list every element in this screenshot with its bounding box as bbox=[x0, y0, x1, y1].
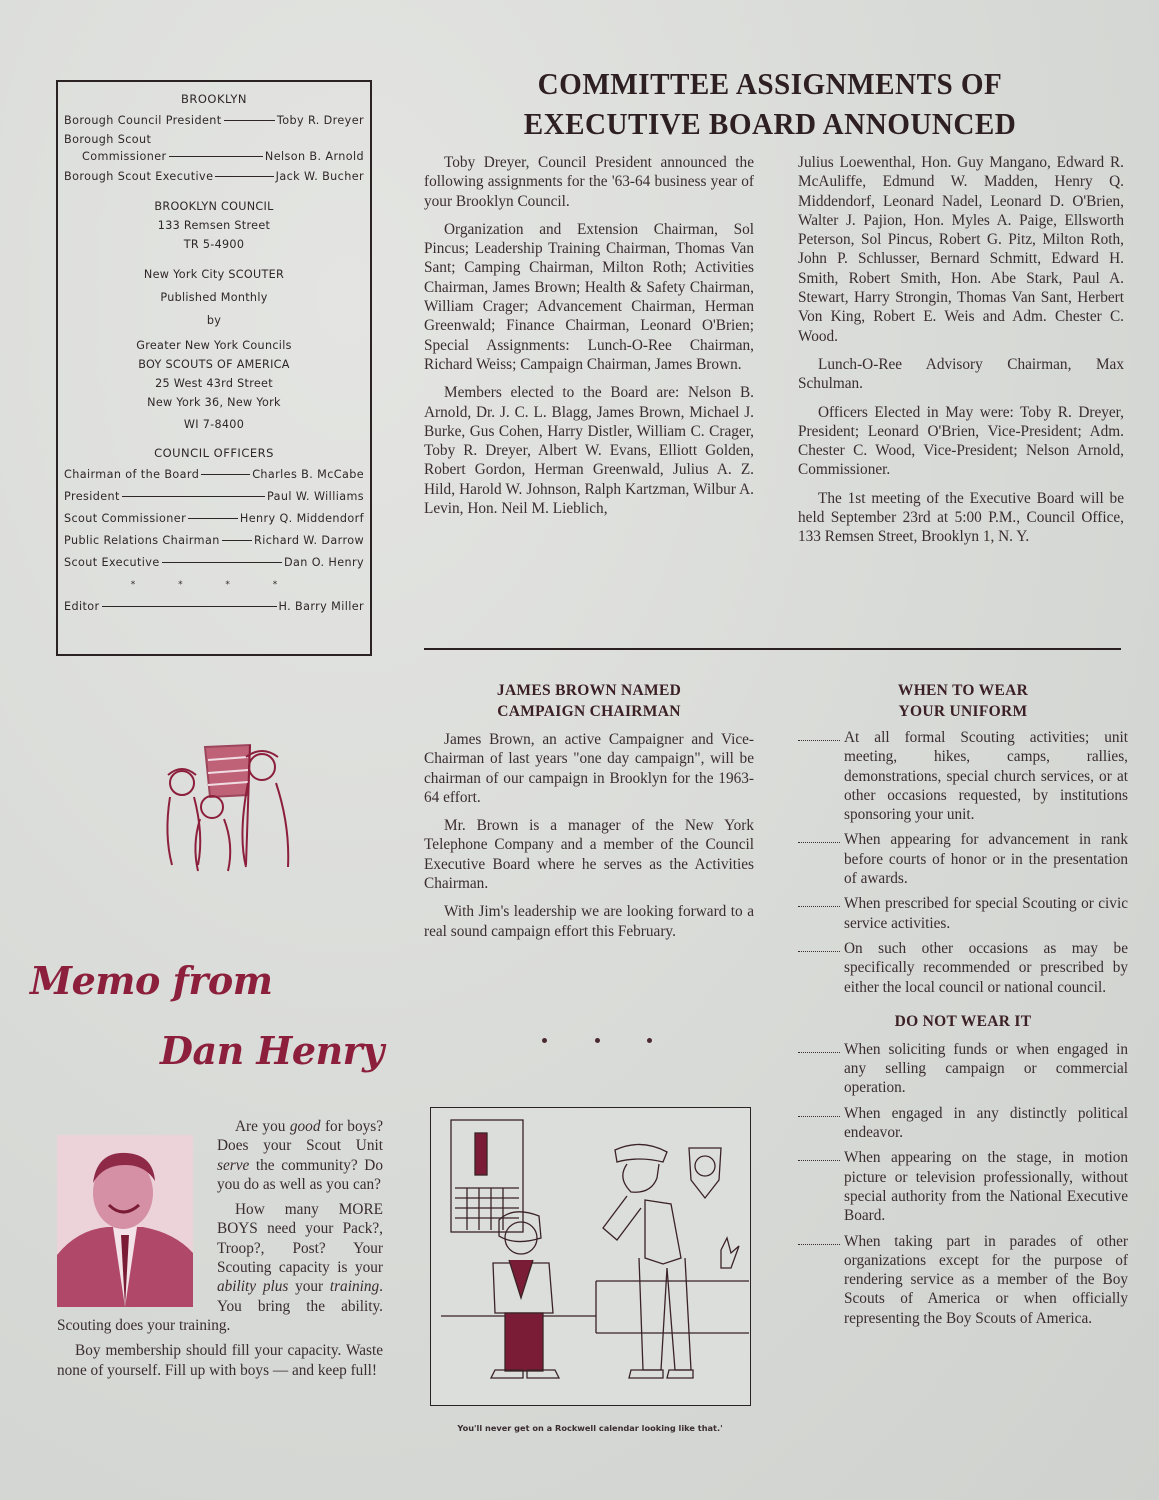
council-officer-row: President Paul W. Williams bbox=[64, 490, 364, 503]
memo-body: Are you good for boys? Does your Scout Unit serve the community? Do you do as well as you can? How many MORE BOYS need your Pack?, Troop?, Post? Your Scouting capacity is your ability plus your training. You bring the ability. Scouting does your training. Boy membership should fill your capacity. Waste none of yourself. Fill up with boys — and keep full! bbox=[57, 1118, 383, 1379]
memo-title-line2: Dan Henry bbox=[160, 1028, 384, 1073]
wear-item: On such other occasions as may be specifically recommended or prescribed by either the local council or national council. bbox=[798, 939, 1128, 997]
leader-line bbox=[102, 606, 277, 607]
memo-title-line1: Memo from bbox=[30, 958, 273, 1003]
council-officer-row: Public Relations Chairman Richard W. Darrow bbox=[64, 534, 364, 547]
leader-line bbox=[169, 156, 263, 157]
dot-icon bbox=[542, 1038, 547, 1043]
leader-line bbox=[162, 562, 282, 563]
council-address-block: BROOKLYN COUNCIL 133 Remsen Street TR 5-4900 bbox=[154, 200, 274, 251]
leader-line bbox=[201, 474, 250, 475]
wear-item: When prescribed for special Scouting or civic service activities. bbox=[798, 894, 1128, 933]
leader-line bbox=[215, 176, 273, 177]
council-officer-row: Scout Executive Dan O. Henry bbox=[64, 556, 364, 569]
cartoon-illustration bbox=[430, 1107, 751, 1406]
dont-item: When soliciting funds or when engaged in any selling campaign or commercial operation. bbox=[798, 1040, 1128, 1098]
do-not-wear-heading: DO NOT WEAR IT bbox=[894, 1012, 1032, 1030]
uniform-heading: WHEN TO WEAR YOUR UNIFORM bbox=[897, 682, 1029, 720]
leader-line bbox=[122, 496, 265, 497]
wear-item: When appearing for advancement in rank before courts of honor or in the presentation of awards. bbox=[798, 830, 1128, 888]
star-separator: * * * * bbox=[130, 580, 298, 590]
masthead-box bbox=[56, 80, 372, 656]
leader-line bbox=[222, 540, 252, 541]
committee-article-col2: Julius Loewenthal, Hon. Guy Mangano, Edward R. McAuliffe, Edmund W. Madden, Henry Q. Middendorf, Leonard Nadel, Leonard D. O'Brien, Walter J. Pajion, Hon. Myles A. Paige, Ellsworth Peterson, Sol Pincus, Robert G. Pitz, Milton Roth, John P. Schlusser, Bernard Schmitt, Edward H. Smith, Robert Smith, Hon. Abe Stark, Paul A. Stewart, Harry Strongin, Thomas Van Sant, Herbert Von King, Robert E. Weis and Adm. Chester C. Wood. Lunch-O-Ree Advisory Chairman, Max Schulman. Officers Elected in May were: Toby R. Dreyer, President; Leonard O'Brien, Vice-President; Adm. Chester C. Wood, Vice-President; Nelson Arnold, Commissioner. The 1st meeting of the Executive Board will be held September 23rd at 5:00 P.M., Council Office, 133 Remsen Street, Brooklyn 1, N. Y. bbox=[798, 154, 1124, 546]
dont-item: When appearing on the stage, in motion picture or television professionally, without special authority from the National Executive Board. bbox=[798, 1148, 1128, 1225]
cartoon-scene-icon bbox=[431, 1108, 750, 1405]
borough-officer-label: Borough Scout bbox=[64, 133, 152, 146]
james-brown-heading: JAMES BROWN NAMED CAMPAIGN CHAIRMAN bbox=[496, 682, 682, 720]
council-officers-heading: COUNCIL OFFICERS bbox=[154, 446, 274, 460]
main-headline: COMMITTEE ASSIGNMENTS OF EXECUTIVE BOARD ANNOUNCED bbox=[523, 66, 1017, 141]
leader-line bbox=[188, 518, 238, 519]
dont-item: When engaged in any distinctly political endeavor. bbox=[798, 1104, 1128, 1143]
dan-henry-portrait bbox=[57, 1135, 193, 1307]
dont-item: When taking part in parades of other organizations except for the purpose of rendering service as a member of the Boy Scouts of America or when officially representing the Boy Scouts of America. bbox=[798, 1232, 1128, 1328]
dot-icon bbox=[647, 1038, 652, 1043]
publication-block: New York City SCOUTER Published Monthly by bbox=[143, 268, 285, 327]
council-officer-row: Scout Commissioner Henry Q. Middendorf bbox=[64, 512, 364, 525]
uniform-article bbox=[798, 680, 1128, 1334]
borough-officer-row: Commissioner Nelson B. Arnold bbox=[82, 150, 364, 163]
portrait-icon bbox=[57, 1135, 193, 1307]
scouts-flag-illustration bbox=[150, 735, 300, 875]
dot-icon bbox=[595, 1038, 600, 1043]
council-officer-row: Chairman of the Board Charles B. McCabe bbox=[64, 468, 364, 481]
james-brown-article: JAMES BROWN NAMED CAMPAIGN CHAIRMAN James Brown, an active Campaigner and Vice-Chairman of last years "one day campaign", will be chairman of our campaign in Brooklyn for the 1963-64 effort. Mr. Brown is a manager of the New York Telephone Company and a member of the Council Executive Board where he serves as the Activities Chairman. With Jim's leadership we are looking forward to a real sound campaign effort this February. bbox=[424, 682, 754, 940]
cartoon-caption: You'll never get on a Rockwell calendar looking like that.' bbox=[457, 1423, 723, 1433]
dot-separator bbox=[542, 1038, 652, 1043]
borough-officer-row: Borough Council President Toby R. Dreyer bbox=[64, 114, 364, 127]
editor-row: Editor H. Barry Miller bbox=[64, 600, 364, 613]
borough-heading: BROOKLYN bbox=[180, 92, 248, 106]
committee-article-col1: Toby Dreyer, Council President announced the following assignments for the '63-64 business year of your Brooklyn Council. Organization and Extension Chairman, Sol Pincus; Leadership Training Chairman, Thomas Van Sant; Camping Chairman, Milton Roth; Activities Chairman, James Brown; Health & Safety Chairman, William Crager; Advancement Chairman, Herman Greenwald; Finance Chairman, Leonard O'Brien; Special Assignments: Lunch-O-Ree Chairman, Richard Weiss; Campaign Chairman, James Brown. Members elected to the Board are: Nelson B. Arnold, Dr. J. C. L. Blagg, James Brown, Michael J. Burke, Gus Cohen, Harry Distler, William C. Crager, Toby R. Dreyer, Albert W. Evans, Elliott Golden, Robert Gordon, Herman Greenwald, Julius A. Z. Hild, Harold W. Johnson, Ralph Kartzman, Wilbur A. Levin, Hon. Neil M. Lieblich, bbox=[424, 154, 754, 518]
publisher-block: Greater New York Councils BOY SCOUTS OF AMERICA 25 West 43rd Street New York 36, New York WI 7-8400 bbox=[136, 339, 292, 431]
section-divider bbox=[424, 648, 1121, 650]
leader-line bbox=[224, 120, 275, 121]
wear-item: At all formal Scouting activities; unit meeting, hikes, camps, rallies, demonstrations, special church services, or at other occasions requested, by institutions sponsoring your unit. bbox=[798, 728, 1128, 824]
borough-officer-row: Borough Scout Executive Jack W. Bucher bbox=[64, 170, 364, 183]
